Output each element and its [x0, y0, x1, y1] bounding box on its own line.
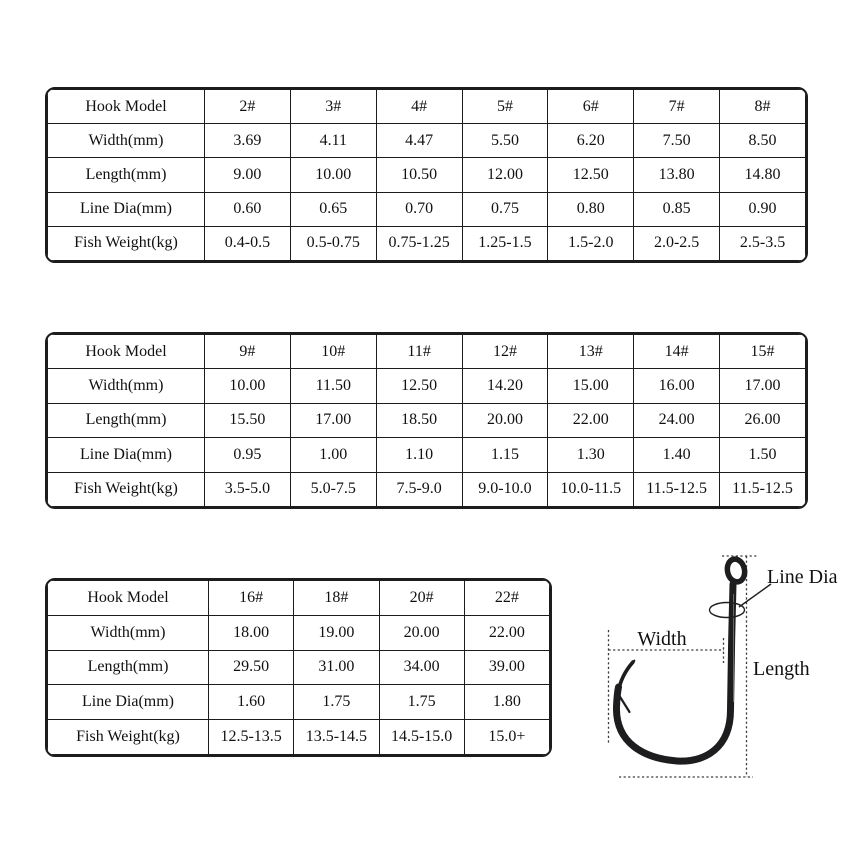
spec-cell: 1.5-2.0 [548, 226, 634, 260]
spec-cell: 3.5-5.0 [205, 472, 291, 506]
spec-cell: 19.00 [294, 615, 379, 650]
spec-cell: 10# [290, 335, 376, 369]
spec-cell: 22.00 [464, 615, 549, 650]
row-label: Hook Model [48, 335, 205, 369]
row-label: Line Dia(mm) [48, 685, 209, 720]
spec-table [47, 89, 806, 261]
spec-cell: 6# [548, 90, 634, 124]
spec-cell: 2.0-2.5 [634, 226, 720, 260]
table-row [48, 124, 806, 158]
table-row [48, 615, 550, 650]
width-label: Width [637, 628, 687, 650]
row-label: Length(mm) [48, 403, 205, 437]
spec-cell: 9.0-10.0 [462, 472, 548, 506]
spec-cell: 4# [376, 90, 462, 124]
spec-cell: 7# [634, 90, 720, 124]
spec-cell: 39.00 [464, 650, 549, 685]
spec-cell: 10.0-11.5 [548, 472, 634, 506]
spec-cell: 0.90 [720, 192, 806, 226]
table-row [48, 650, 550, 685]
spec-cell: 0.5-0.75 [290, 226, 376, 260]
table-row [48, 403, 806, 437]
length-label: Length [753, 658, 810, 680]
row-label: Line Dia(mm) [48, 438, 205, 472]
spec-cell: 20.00 [379, 615, 464, 650]
spec-cell: 17.00 [720, 369, 806, 403]
spec-cell: 15.50 [205, 403, 291, 437]
row-label: Hook Model [48, 581, 209, 616]
spec-cell: 10.50 [376, 158, 462, 192]
spec-table-models-2-8 [45, 87, 808, 263]
spec-table-models-16-22 [45, 578, 552, 757]
spec-cell: 1.15 [462, 438, 548, 472]
spec-cell: 11.50 [290, 369, 376, 403]
spec-cell: 9# [205, 335, 291, 369]
spec-cell: 16.00 [634, 369, 720, 403]
spec-cell: 11.5-12.5 [634, 472, 720, 506]
spec-cell: 0.75 [462, 192, 548, 226]
spec-cell: 12# [462, 335, 548, 369]
spec-table [47, 334, 806, 507]
table-row [48, 90, 806, 124]
spec-cell: 4.11 [290, 124, 376, 158]
spec-cell: 1.75 [294, 685, 379, 720]
spec-cell: 17.00 [290, 403, 376, 437]
table-row [48, 720, 550, 755]
row-label: Length(mm) [48, 650, 209, 685]
spec-cell: 5.0-7.5 [290, 472, 376, 506]
spec-cell: 2# [205, 90, 291, 124]
spec-cell: 0.95 [205, 438, 291, 472]
row-label: Width(mm) [48, 369, 205, 403]
spec-cell: 12.5-13.5 [209, 720, 294, 755]
spec-cell: 0.70 [376, 192, 462, 226]
spec-cell: 6.20 [548, 124, 634, 158]
spec-cell: 1.75 [379, 685, 464, 720]
spec-cell: 8# [720, 90, 806, 124]
spec-cell: 0.85 [634, 192, 720, 226]
spec-cell: 22.00 [548, 403, 634, 437]
spec-cell: 11.5-12.5 [720, 472, 806, 506]
row-label: Line Dia(mm) [48, 192, 205, 226]
spec-cell: 14.5-15.0 [379, 720, 464, 755]
spec-table-models-9-15 [45, 332, 808, 509]
spec-cell: 18.50 [376, 403, 462, 437]
spec-cell: 1.50 [720, 438, 806, 472]
spec-cell: 16# [209, 581, 294, 616]
spec-cell: 12.50 [548, 158, 634, 192]
hook-dimension-diagram [560, 535, 850, 825]
spec-cell: 13.80 [634, 158, 720, 192]
spec-cell: 9.00 [205, 158, 291, 192]
table-row [48, 226, 806, 260]
row-label: Width(mm) [48, 615, 209, 650]
spec-cell: 1.25-1.5 [462, 226, 548, 260]
table-row [48, 685, 550, 720]
spec-cell: 3# [290, 90, 376, 124]
spec-cell: 3.69 [205, 124, 291, 158]
line-dia-callout [710, 584, 772, 618]
row-label: Fish Weight(kg) [48, 472, 205, 506]
spec-cell: 18.00 [209, 615, 294, 650]
spec-cell: 10.00 [290, 158, 376, 192]
spec-cell: 22# [464, 581, 549, 616]
spec-cell: 1.60 [209, 685, 294, 720]
spec-cell: 14.80 [720, 158, 806, 192]
table-row [48, 335, 806, 369]
spec-cell: 26.00 [720, 403, 806, 437]
hook-eye [725, 557, 746, 583]
spec-cell: 1.80 [464, 685, 549, 720]
spec-cell: 14# [634, 335, 720, 369]
spec-cell: 29.50 [209, 650, 294, 685]
spec-cell: 14.20 [462, 369, 548, 403]
spec-cell: 5.50 [462, 124, 548, 158]
spec-cell: 15.00 [548, 369, 634, 403]
spec-cell: 15.0+ [464, 720, 549, 755]
spec-cell: 0.80 [548, 192, 634, 226]
spec-cell: 34.00 [379, 650, 464, 685]
table-row [48, 472, 806, 506]
row-label: Fish Weight(kg) [48, 226, 205, 260]
spec-cell: 1.40 [634, 438, 720, 472]
fishing-hook-illustration [616, 557, 746, 761]
table-row [48, 581, 550, 616]
spec-cell: 1.10 [376, 438, 462, 472]
spec-cell: 10.00 [205, 369, 291, 403]
row-label: Fish Weight(kg) [48, 720, 209, 755]
spec-cell: 0.75-1.25 [376, 226, 462, 260]
table-row [48, 369, 806, 403]
spec-cell: 12.50 [376, 369, 462, 403]
spec-cell: 1.30 [548, 438, 634, 472]
spec-cell: 0.4-0.5 [205, 226, 291, 260]
spec-cell: 0.60 [205, 192, 291, 226]
spec-cell: 5# [462, 90, 548, 124]
spec-cell: 24.00 [634, 403, 720, 437]
row-label: Length(mm) [48, 158, 205, 192]
spec-cell: 13.5-14.5 [294, 720, 379, 755]
spec-cell: 12.00 [462, 158, 548, 192]
barb [620, 696, 630, 712]
spec-cell: 0.65 [290, 192, 376, 226]
spec-cell: 15# [720, 335, 806, 369]
table-row [48, 438, 806, 472]
row-label: Hook Model [48, 90, 205, 124]
row-label: Width(mm) [48, 124, 205, 158]
spec-cell: 31.00 [294, 650, 379, 685]
spec-cell: 4.47 [376, 124, 462, 158]
spec-cell: 2.5-3.5 [720, 226, 806, 260]
spec-cell: 11# [376, 335, 462, 369]
spec-cell: 8.50 [720, 124, 806, 158]
line-dia-label: Line Dia [767, 566, 838, 588]
spec-table [47, 580, 550, 755]
spec-cell: 7.5-9.0 [376, 472, 462, 506]
spec-cell: 1.00 [290, 438, 376, 472]
table-row [48, 158, 806, 192]
spec-cell: 18# [294, 581, 379, 616]
spec-cell: 7.50 [634, 124, 720, 158]
table-row [48, 192, 806, 226]
spec-cell: 13# [548, 335, 634, 369]
spec-cell: 20# [379, 581, 464, 616]
spec-cell: 20.00 [462, 403, 548, 437]
